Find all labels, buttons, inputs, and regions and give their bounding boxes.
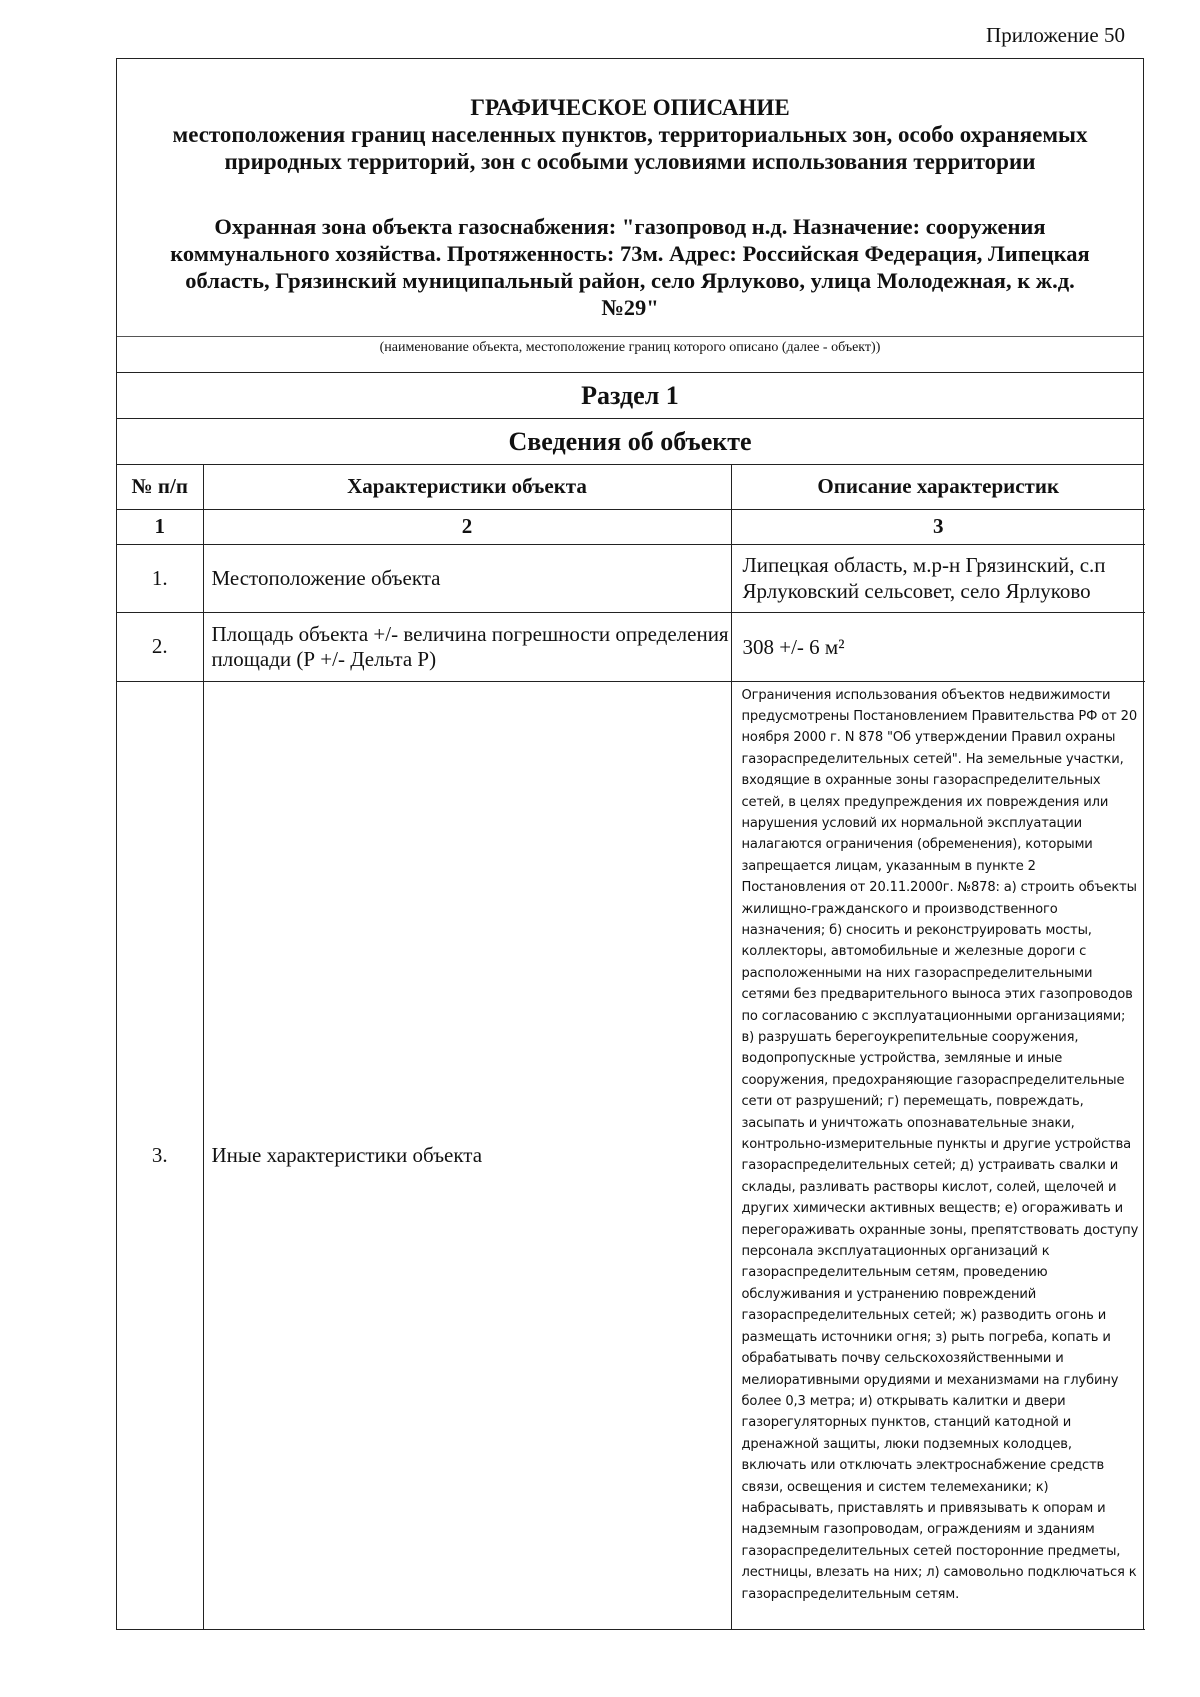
row-characteristic: Местоположение объекта (203, 544, 731, 612)
document-subtitle: местоположения границ населенных пунктов, территориальных зон, особо охраняемых природных территорий, зон с особыми условиями использования территории (172, 122, 1088, 174)
object-info-table (117, 465, 1145, 1630)
column-number-row (117, 509, 1145, 544)
column-number-3: 3 (731, 509, 1145, 544)
row-number: 3. (117, 681, 203, 1629)
column-number-2: 2 (203, 509, 731, 544)
row-description: Липецкая область, м.р-н Грязинский, с.п Ярлуковский сельсовет, село Ярлуково (731, 544, 1145, 612)
row-description: 308 +/- 6 м² (731, 612, 1145, 681)
appendix-label: Приложение 50 (986, 23, 1125, 47)
document-title: ГРАФИЧЕСКОЕ ОПИСАНИЕ (470, 95, 790, 120)
document-frame (116, 58, 1144, 1630)
object-caption: (наименование объекта, местоположение границ которого описано (далее - объект)) (117, 337, 1143, 373)
column-header-characteristic: Характеристики объекта (203, 465, 731, 509)
table-row (117, 544, 1145, 612)
table-header-row (117, 465, 1145, 509)
column-header-description: Описание характеристик (731, 465, 1145, 509)
row-number: 2. (117, 612, 203, 681)
section-title: Раздел 1 (117, 373, 1143, 419)
row-description-legal-text: Ограничения использования объектов недвижимости предусмотрены Постановлением Правительства РФ от 20 ноября 2000 г. N 878 "Об утверждении Правил охраны газораспределительных сетей". На земельные участки, входящие в охранные зоны газораспределительных сетей, в целях предупреждения их повреждения или нарушения условий их нормальной эксплуатации налагаются ограничения (обременения), которыми запрещается лицам, указанным в пункте 2 Постановления от 20.11.2000г. №878: а) строить объекты жилищно-гражданского и производственного назначения; б) сносить и реконструировать мосты, коллекторы, автомобильные и железные дороги с расположенными на них газораспределительными сетями без предварительного выноса этих газопроводов по согласованию с эксплуатационными организациями; в) разрушать берегоукрепительные сооружения, водопропускные устройства, земляные и иные сооружения, предохраняющие газораспределительные сети от разрушений; г) перемещать, повреждать, засыпать и уничтожать опознавательные знаки, контрольно-измерительные пункты и другие устройства газораспределительных сетей; д) устраивать свалки и склады, разливать растворы кислот, солей, щелочей и других химически активных веществ; е) огораживать и перегораживать охранные зоны, препятствовать доступу персонала эксплуатационных организаций к газораспределительным сетям, проведению обслуживания и устранению повреждений газораспределительных сетей; ж) разводить огонь и размещать источники огня; з) рыть погреба, копать и обрабатывать почву сельскохозяйственными и мелиоративными орудиями и механизмами на глубину более 0,3 метра; и) открывать калитки и двери газорегуляторных пунктов, станций катодной и дренажной защиты, люки подземных колодцев, включать или отключать электроснабжение средств связи, освещения и систем телемеханики; к) набрасывать, приставлять и привязывать к опорам и надземным газопроводам, ограждениям и зданиям газораспределительных сетей посторонние предметы, лестницы, влезать на них; л) самовольно подключаться к газораспределительным сетям. (731, 681, 1145, 1629)
object-name: Охранная зона объекта газоснабжения: "газопровод н.д. Назначение: сооружения коммунального хозяйства. Протяженность: 73м. Адрес: Российская Федерация, Липецкая область, Грязинский муниципальный район, село Ярлуково, улица Молодежная, к ж.д. №29" (170, 214, 1090, 320)
row-characteristic: Иные характеристики объекта (203, 681, 731, 1629)
column-header-number: № п/п (117, 465, 203, 509)
row-number: 1. (117, 544, 203, 612)
row-characteristic: Площадь объекта +/- величина погрешности определения площади (Р +/- Дельта Р) (203, 612, 731, 681)
section-subtitle: Сведения об объекте (117, 419, 1143, 465)
column-number-1: 1 (117, 509, 203, 544)
table-row (117, 612, 1145, 681)
table-row (117, 681, 1145, 1629)
document-header (117, 59, 1143, 337)
